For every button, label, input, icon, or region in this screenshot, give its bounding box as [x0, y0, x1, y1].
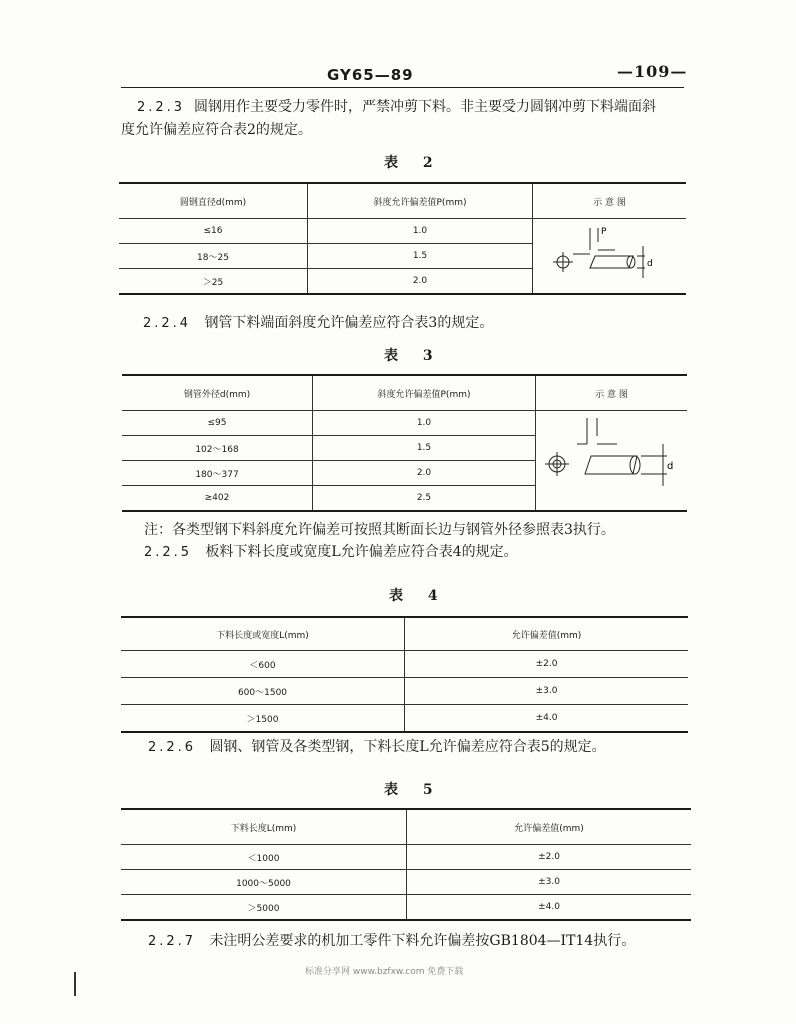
diagram-d-label: d: [666, 461, 673, 472]
table-3-note: 注：各类型钢下料斜度允许偏差可按照其断面长边与钢管外径参照表3执行。: [144, 522, 615, 538]
table-header: 斜度允许偏差值P(mm): [308, 183, 533, 219]
table-cell: ≤16: [119, 219, 308, 244]
table-header: 示 意 图: [536, 375, 688, 411]
document-code: GY65—89: [327, 66, 414, 84]
clause-2-2-7: [148, 930, 635, 953]
clause-number: 2.2.3: [137, 100, 186, 115]
table-row: [121, 678, 688, 705]
table-row: [122, 411, 687, 436]
clause-2-2-6: [148, 736, 606, 759]
table-4-caption: 表 4: [389, 588, 448, 604]
table-cell: ＜1000: [121, 845, 407, 870]
table-cell: 1000～5000: [121, 870, 407, 895]
table-header: 允许偏差值(mm): [405, 617, 689, 651]
watermark: 标准分享网 www.bzfxw.com 免费下载: [305, 967, 464, 977]
table-3-caption: 表 3: [384, 348, 443, 364]
table-header: 圆钢直径d(mm): [179, 197, 247, 208]
clause-number: 2.2.6: [148, 740, 197, 755]
table-cell: 18～25: [119, 244, 308, 269]
table-header: 下料长度L(mm): [230, 823, 297, 834]
table-cell: 1.0: [308, 219, 533, 244]
table-5: [121, 808, 691, 921]
table-cell: 2.0: [313, 461, 536, 486]
clause-text: 未注明公差要求的机加工零件下料允许偏差按GB1804—IT14执行。: [209, 933, 636, 949]
table-4: [121, 616, 688, 733]
table-cell: ≥402: [122, 486, 313, 512]
table-cell: ±2.0: [407, 845, 692, 870]
table-cell: 2.5: [313, 486, 536, 512]
table-cell: 102～168: [122, 436, 313, 461]
clause-number: 2.2.5: [144, 545, 193, 560]
table-cell: 600～1500: [121, 678, 405, 705]
table-cell: 1.5: [308, 244, 533, 269]
table-row: [121, 845, 691, 870]
table-row: [121, 870, 691, 895]
table-2-diagram-cell: [533, 219, 687, 295]
clause-text: 钢管下料端面斜度允许偏差应符合表3的规定。: [204, 315, 494, 331]
clause-2-2-3-cont: 度允许偏差应符合表2的规定。: [121, 122, 312, 138]
table-3-diagram-cell: [536, 411, 688, 512]
table-cell: 180～377: [122, 461, 313, 486]
clause-text: 圆钢、钢管及各类型钢，下料长度L允许偏差应符合表5的规定。: [209, 739, 606, 755]
table-row: [121, 651, 688, 678]
diagram-d-label: d: [646, 258, 653, 269]
clause-2-2-3: [137, 96, 656, 119]
clause-text: 板料下料长度或宽度L允许偏差应符合表4的规定。: [205, 544, 518, 560]
clause-number: 2.2.7: [148, 934, 197, 949]
table-header: 斜度允许偏差值P(mm): [313, 375, 536, 411]
table-header: 钢管外径d(mm): [183, 389, 251, 400]
table-cell: ＞1500: [121, 705, 405, 733]
table-2: [119, 182, 686, 295]
diagram-p-label: P: [600, 226, 606, 237]
table-cell: ＞25: [119, 269, 308, 295]
table-2-caption: 表 2: [384, 155, 443, 171]
table-cell: 1.0: [313, 411, 536, 436]
table-cell: 2.0: [308, 269, 533, 295]
table-cell: ±4.0: [407, 895, 692, 921]
clause-number: 2.2.4: [143, 316, 192, 331]
cut-bar-diagram: [535, 220, 685, 290]
table-cell: ≤95: [122, 411, 313, 436]
clause-2-2-5: [144, 541, 518, 564]
table-cell: 1.5: [313, 436, 536, 461]
table-3: [122, 374, 687, 512]
table-row: [121, 705, 688, 733]
header-rule: [121, 87, 684, 88]
clause-text: 圆钢用作主要受力零件时，严禁冲剪下料。非主要受力圆钢冲剪下料端面斜: [193, 99, 656, 115]
table-row: [119, 219, 686, 244]
table-cell: ±4.0: [405, 705, 689, 733]
table-cell: ±3.0: [407, 870, 692, 895]
table-5-caption: 表 5: [384, 782, 443, 798]
page-number: —109—: [617, 62, 688, 81]
table-header: 示 意 图: [533, 183, 687, 219]
table-cell: ±3.0: [405, 678, 689, 705]
clause-2-2-4: [143, 312, 493, 335]
table-row: [121, 895, 691, 921]
cut-pipe-diagram: [537, 414, 687, 504]
table-header: 允许偏差值(mm): [407, 809, 692, 845]
table-cell: ＞5000: [121, 895, 407, 921]
table-cell: ±2.0: [405, 651, 689, 678]
binding-mark: [74, 972, 76, 996]
table-cell: ＜600: [121, 651, 405, 678]
table-header: 下料长度或宽度L(mm): [216, 630, 309, 641]
